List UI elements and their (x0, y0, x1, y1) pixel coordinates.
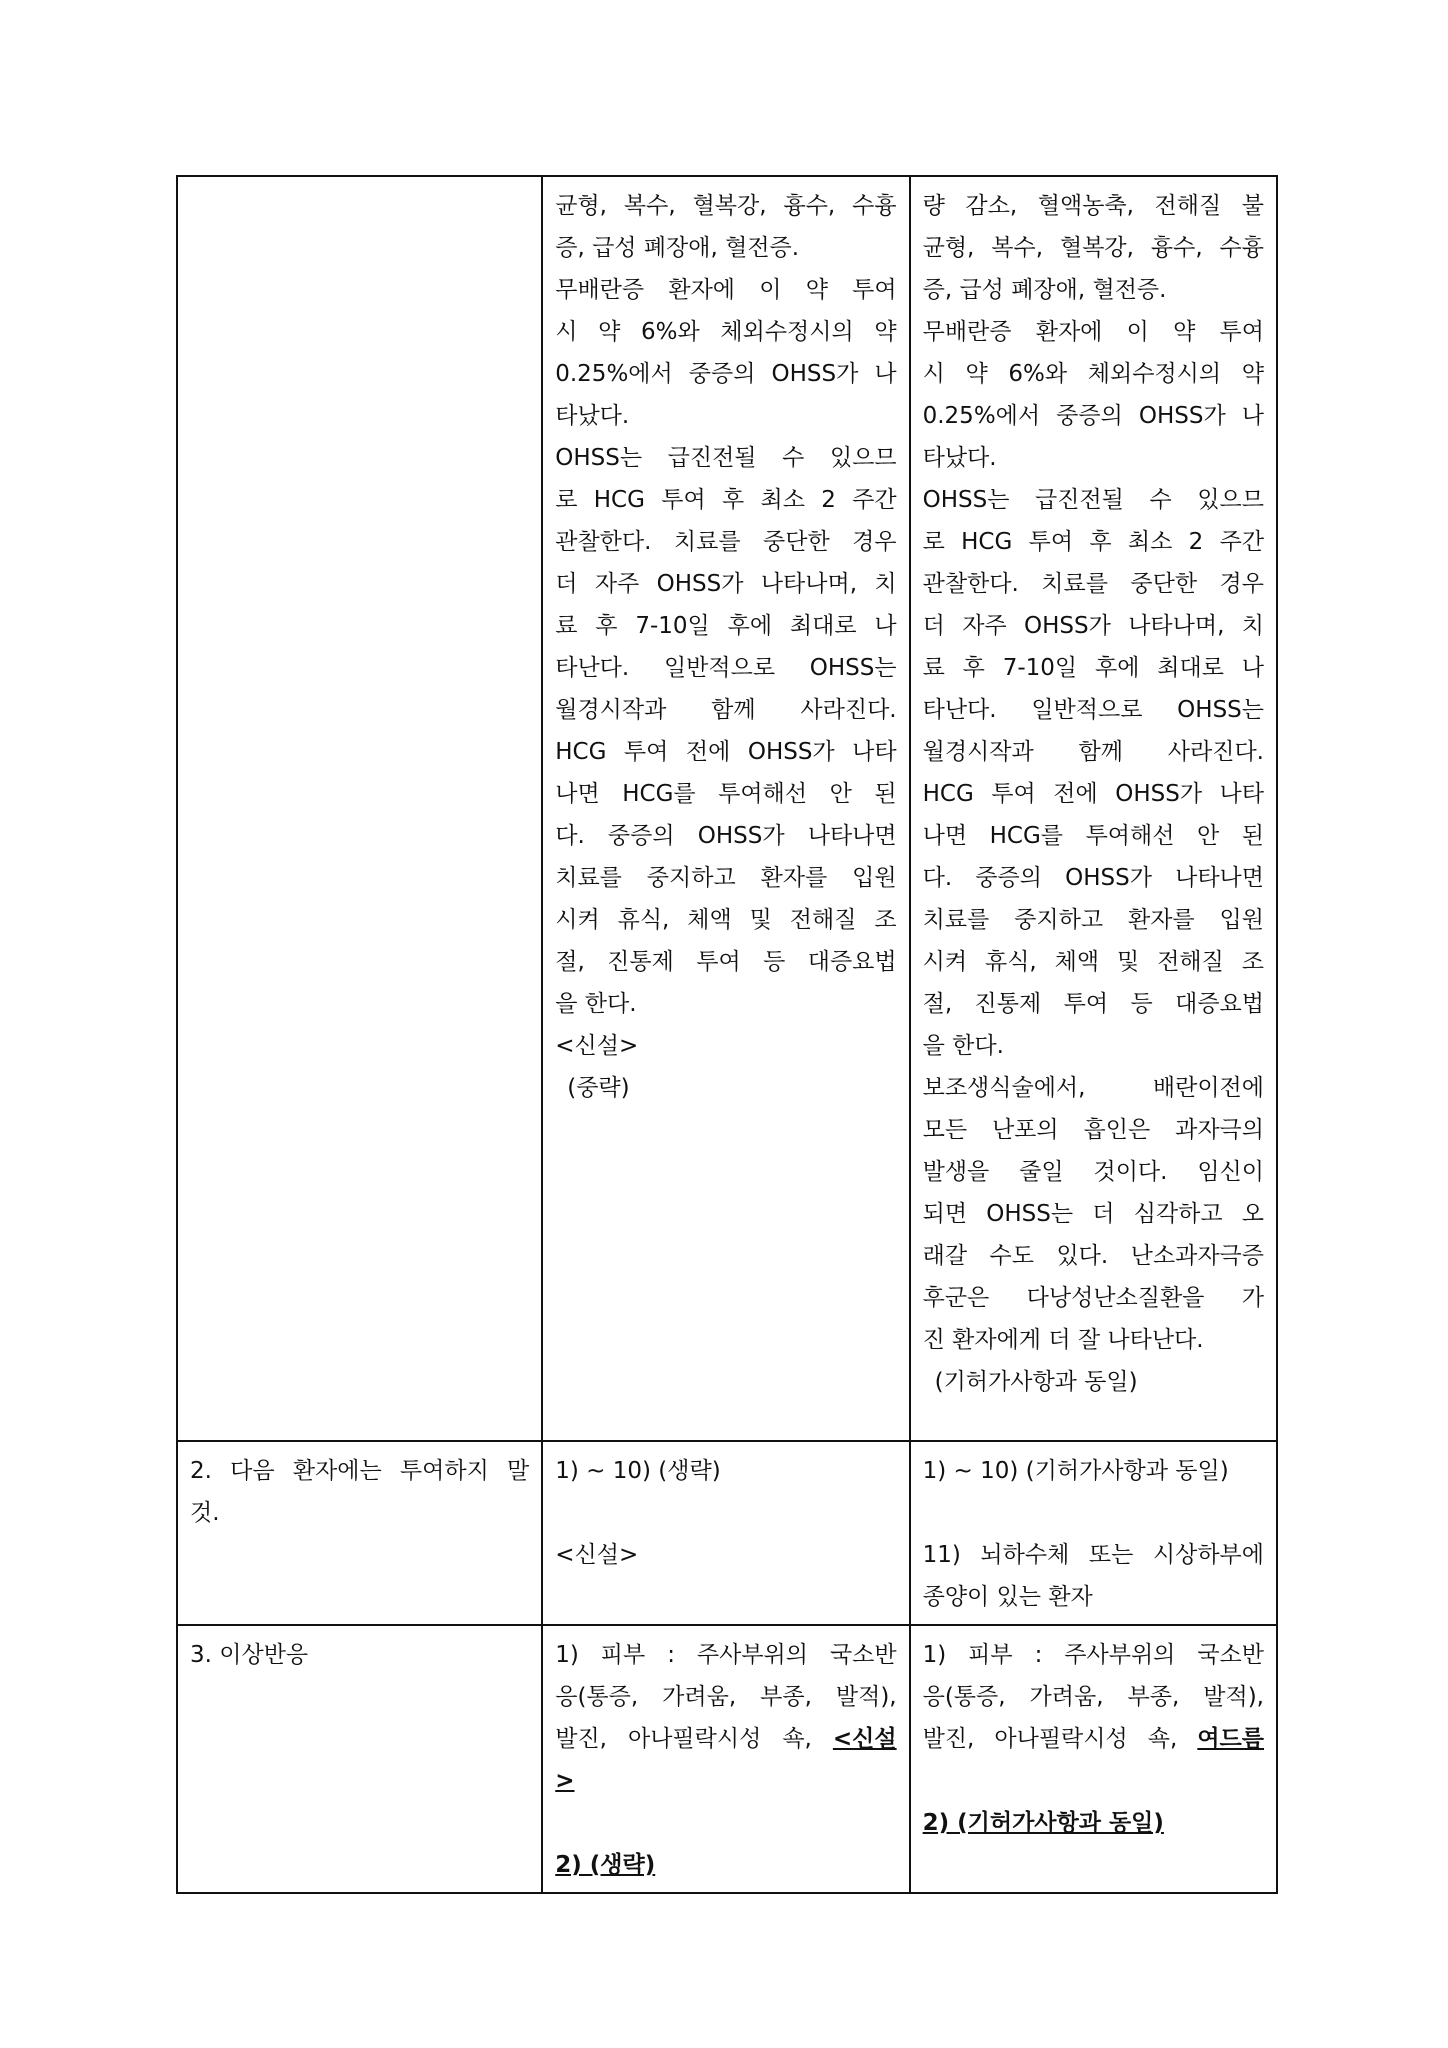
item-label-line: 것. (190, 1500, 220, 1526)
text-line: 시 약 6%와 체외수정시의 약 (922, 361, 1264, 387)
text-line: 더 자주 OHSS가 나타나며, 치 (555, 571, 897, 597)
item-cell (177, 176, 542, 1441)
item-label-line: 2. 다음 환자에는 투여하지 말 (190, 1458, 530, 1484)
text-line: 1) ~ 10) (생략) (555, 1458, 721, 1484)
text-line: (중략) (567, 1075, 630, 1101)
text-line: 타난다. 일반적으로 OHSS는 (922, 697, 1264, 723)
table-row (177, 176, 1277, 1441)
text-line: 0.25%에서 중증의 OHSS가 나 (922, 403, 1264, 429)
text-line: 관찰한다. 치료를 중단한 경우 (922, 571, 1264, 597)
new-marker: <신설 (832, 1726, 897, 1752)
text-line: 다. 중증의 OHSS가 나타나면 (555, 823, 897, 849)
current-text-cell (542, 176, 909, 1441)
text-line: 료 후 7-10일 후에 최대로 나 (922, 655, 1264, 681)
text-line: 절, 진통제 투여 등 대증요법 (555, 949, 897, 975)
text-line: <신설> (555, 1033, 639, 1059)
text-line: 월경시작과 함께 사라진다. (555, 697, 897, 723)
text-line: HCG 투여 전에 OHSS가 나타 (922, 781, 1264, 807)
text-line: 종양이 있는 환자 (922, 1584, 1093, 1610)
text-line: 로 HCG 투여 후 최소 2 주간 (922, 529, 1264, 555)
text-line: 후군은 다낭성난소질환을 가 (922, 1285, 1264, 1311)
text-line: 시켜 휴식, 체액 및 전해질 조 (555, 907, 897, 933)
text-line: 1) 피부 : 주사부위의 국소반 (555, 1642, 897, 1668)
text-line: 진 환자에게 더 잘 나타난다. (922, 1327, 1204, 1353)
new-marker-end: > (555, 1768, 575, 1794)
text-line: 2) (기허가사항과 동일) (922, 1810, 1164, 1836)
current-text-cell (542, 1441, 909, 1625)
text-line: 을 한다. (555, 991, 637, 1017)
proposed-text-cell (910, 176, 1277, 1441)
table-row (177, 1625, 1277, 1893)
text-line: 량 감소, 혈액농축, 전해질 불 (922, 193, 1264, 219)
text-line: 무배란증 환자에 이 약 투여 (555, 277, 897, 303)
item-cell (177, 1625, 542, 1893)
text-line: 발생을 줄일 것이다. 임신이 (922, 1159, 1264, 1185)
text-line: 보조생식술에서, 배란이전에 (922, 1075, 1264, 1101)
text-line: 더 자주 OHSS가 나타나며, 치 (922, 613, 1264, 639)
text-line: 무배란증 환자에 이 약 투여 (922, 319, 1264, 345)
text-line: 치료를 중지하고 환자를 입원 (922, 907, 1264, 933)
text-line: 시 약 6%와 체외수정시의 약 (555, 319, 897, 345)
text-line: 11) 뇌하수체 또는 시상하부에 (922, 1542, 1264, 1568)
text-line: 응(통증, 가려움, 부종, 발적), (922, 1684, 1264, 1710)
table-row (177, 1441, 1277, 1625)
text-line (923, 1718, 1264, 1760)
text-line: 타났다. (922, 445, 997, 471)
text-line: OHSS는 급진전될 수 있으므 (555, 445, 897, 471)
text-line: 2) (생략) (555, 1852, 656, 1878)
text-line: (기허가사항과 동일) (934, 1369, 1138, 1395)
text-line: 타났다. (555, 403, 630, 429)
text-line: 절, 진통제 투여 등 대증요법 (922, 991, 1264, 1017)
text-plain: 발진, 아나필락시성 쇽, (555, 1726, 833, 1752)
text-line: 나면 HCG를 투여해선 안 된 (555, 781, 897, 807)
text-line: 다. 중증의 OHSS가 나타나면 (922, 865, 1264, 891)
proposed-text-cell (910, 1625, 1277, 1893)
item-cell (177, 1441, 542, 1625)
text-line: 월경시작과 함께 사라진다. (922, 739, 1264, 765)
text-line: 래갈 수도 있다. 난소과자극증 (922, 1243, 1264, 1269)
text-line: 되면 OHSS는 더 심각하고 오 (922, 1201, 1264, 1227)
item-label: 3. 이상반응 (190, 1642, 309, 1668)
text-line (555, 1718, 896, 1760)
text-line: 증, 급성 폐장애, 혈전증. (922, 277, 1167, 303)
text-plain: 발진, 아나필락시성 쇽, (922, 1726, 1198, 1752)
text-line: 나면 HCG를 투여해선 안 된 (922, 823, 1264, 849)
text-line: 증, 급성 폐장애, 혈전증. (555, 235, 800, 261)
text-line: 타난다. 일반적으로 OHSS는 (555, 655, 897, 681)
text-line: 균형, 복수, 혈복강, 흉수, 수흉 (555, 193, 897, 219)
added-text: 여드름 (1197, 1726, 1264, 1752)
text-line: HCG 투여 전에 OHSS가 나타 (555, 739, 897, 765)
text-line: 모든 난포의 흡인은 과자극의 (922, 1117, 1264, 1143)
text-line: 균형, 복수, 혈복강, 흉수, 수흉 (922, 235, 1264, 261)
text-line: 로 HCG 투여 후 최소 2 주간 (555, 487, 897, 513)
text-line: 을 한다. (922, 1033, 1004, 1059)
text-line: 1) ~ 10) (기허가사항과 동일) (922, 1458, 1229, 1484)
text-line: 료 후 7-10일 후에 최대로 나 (555, 613, 897, 639)
text-line: 치료를 중지하고 환자를 입원 (555, 865, 897, 891)
new-marker: <신설> (555, 1542, 639, 1568)
text-line: 응(통증, 가려움, 부종, 발적), (555, 1684, 897, 1710)
text-line: 관찰한다. 치료를 중단한 경우 (555, 529, 897, 555)
current-text-cell (542, 1625, 909, 1893)
proposed-text-cell (910, 1441, 1277, 1625)
text-line: 1) 피부 : 주사부위의 국소반 (922, 1642, 1264, 1668)
text-line: 0.25%에서 중증의 OHSS가 나 (555, 361, 897, 387)
text-line: OHSS는 급진전될 수 있으므 (922, 487, 1264, 513)
text-line: 시켜 휴식, 체액 및 전해질 조 (922, 949, 1264, 975)
comparison-table (176, 175, 1278, 1894)
